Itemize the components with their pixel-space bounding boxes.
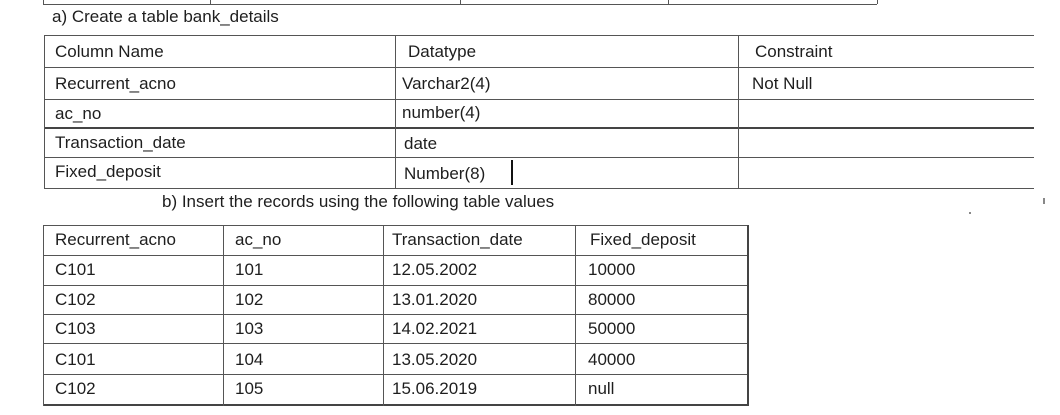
- schema-cell: Not Null: [752, 74, 813, 93]
- records-cell: C102: [55, 290, 96, 309]
- records-header-recurrent-acno: Recurrent_acno: [55, 230, 176, 249]
- top-divider: [668, 0, 669, 4]
- records-cell: C102: [55, 379, 96, 398]
- scan-mark: [1043, 198, 1045, 204]
- top-border-line: [43, 4, 877, 5]
- records-cell: 101: [235, 260, 264, 279]
- records-cell: C103: [55, 319, 96, 338]
- records-cell: 13.05.2020: [392, 350, 478, 369]
- schema-cell: Varchar2(4): [402, 74, 491, 93]
- records-cell: 104: [235, 350, 264, 369]
- records-cell: 14.02.2021: [392, 319, 478, 338]
- records-cell: 103: [235, 319, 264, 338]
- schema-cell: Number(8): [404, 164, 486, 183]
- schema-cell: Fixed_deposit: [55, 162, 161, 181]
- records-header-transaction-date: Transaction_date: [392, 230, 523, 249]
- top-divider: [210, 0, 211, 4]
- records-cell: C101: [55, 260, 96, 279]
- top-divider: [43, 0, 44, 4]
- records-cell: 13.01.2020: [392, 290, 478, 309]
- text-cursor: [511, 160, 513, 185]
- schema-cell: date: [404, 134, 438, 153]
- records-cell: 105: [235, 379, 264, 398]
- schema-cell: Transaction_date: [55, 133, 186, 152]
- records-cell: 15.06.2019: [392, 379, 478, 398]
- schema-header-column-name: Column Name: [55, 42, 164, 61]
- schema-header-constraint: Constraint: [755, 42, 833, 61]
- records-cell: 40000: [588, 350, 636, 369]
- records-cell: 80000: [588, 290, 636, 309]
- records-cell: C101: [55, 350, 96, 369]
- top-divider: [877, 0, 878, 4]
- records-header-ac-no: ac_no: [235, 230, 282, 249]
- section-a-title: a) Create a table bank_details: [52, 7, 279, 26]
- section-b-title: b) Insert the records using the following table values: [162, 192, 555, 211]
- schema-cell: Recurrent_acno: [55, 74, 176, 93]
- records-cell: 50000: [588, 319, 636, 338]
- schema-cell: ac_no: [55, 104, 102, 123]
- records-cell: 10000: [588, 260, 636, 279]
- schema-header-datatype: Datatype: [408, 42, 477, 61]
- records-header-fixed-deposit: Fixed_deposit: [590, 230, 696, 249]
- schema-cell: number(4): [402, 103, 481, 122]
- records-cell: null: [588, 379, 615, 398]
- records-cell: 102: [235, 290, 264, 309]
- records-cell: 12.05.2002: [392, 260, 478, 279]
- top-divider: [460, 0, 461, 4]
- scan-mark: [969, 212, 971, 214]
